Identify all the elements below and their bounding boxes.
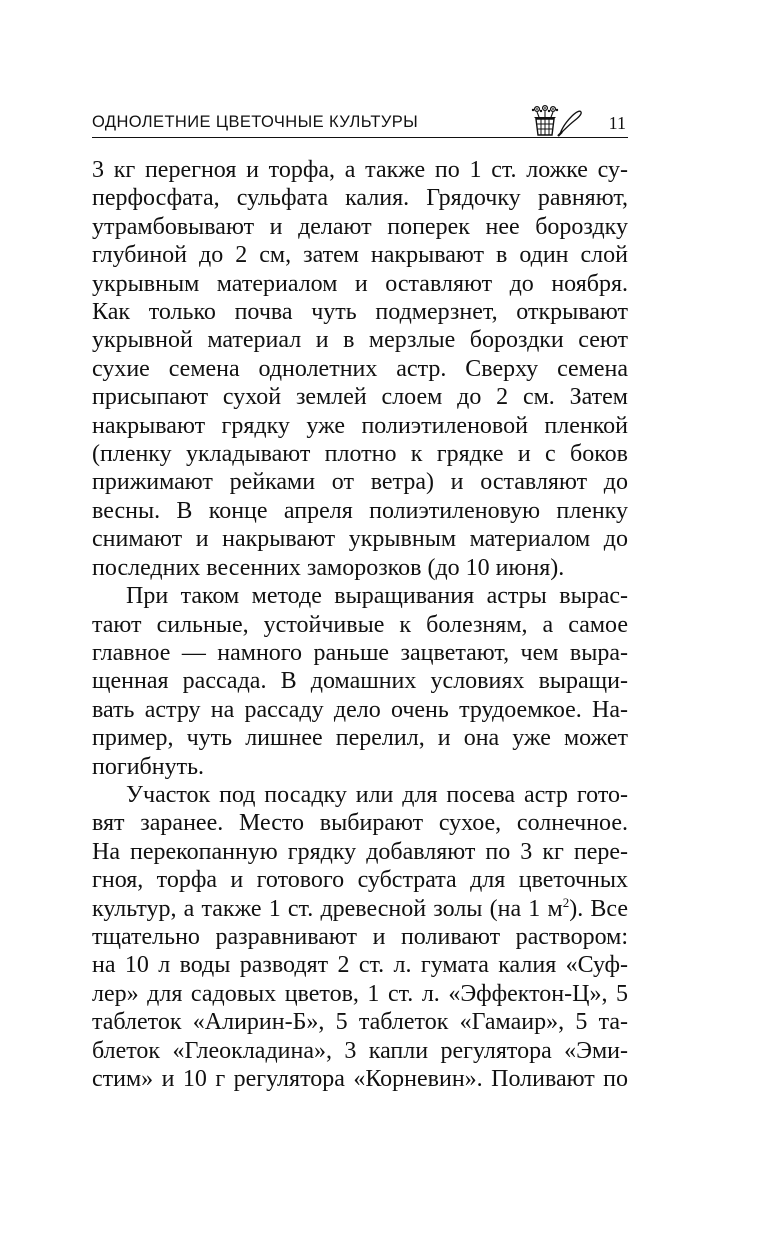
text-line: перфосфата, сульфата калия. Грядочку равняют, xyxy=(92,185,628,212)
running-title: ОДНОЛЕТНИЕ ЦВЕТОЧНЫЕ КУЛЬТУРЫ xyxy=(92,113,419,131)
body-text xyxy=(92,156,628,1093)
text-line: прижимают рейками от ветра) и оставляют до xyxy=(92,469,628,496)
text-line: Как только почва чуть подмерзнет, открывают xyxy=(92,299,628,326)
text-line: щенная рассада. В домашних условиях выращи- xyxy=(92,668,628,695)
text-line: блеток «Глеокладина», 3 капли регулятора «Эми- xyxy=(92,1037,628,1064)
text-line: стим» и 10 г регулятора «Корневин». Поливают по xyxy=(92,1066,628,1092)
paragraph-2 xyxy=(92,582,628,781)
text-line: снимают и накрывают укрывным материалом до xyxy=(92,526,628,553)
superscript: 2 xyxy=(562,894,570,910)
text-line: На перекопанную грядку добавляют по 3 кг пере- xyxy=(92,838,628,865)
text-line: тают сильные, устойчивые к болезням, а самое xyxy=(92,611,628,638)
text-line: последних весенних заморозков (до 10 июня). xyxy=(92,554,565,581)
text-line-with-superscript xyxy=(92,895,628,923)
text-line: (пленку укладывают плотно к грядке и с боков xyxy=(92,441,628,468)
text-line: лер» для садовых цветов, 1 ст. л. «Эффектон-Ц», 5 xyxy=(92,980,628,1007)
text-line: утрамбовывают и делают поперек нее бороздку xyxy=(92,213,628,240)
text-fragment: ). Все xyxy=(569,895,629,922)
text-line: укрывным материалом и оставляют до ноября. xyxy=(92,270,628,297)
header-rule xyxy=(92,137,628,138)
page-number: 11 xyxy=(608,113,626,133)
text-line: Участок под посадку или для посева астр гото- xyxy=(126,781,628,808)
text-line: на 10 л воды разводят 2 ст. л. гумата калия «Суф- xyxy=(92,952,628,979)
text-line: гноя, торфа и готового субстрата для цветочных xyxy=(92,867,628,894)
running-header xyxy=(92,104,628,138)
text-line: вать астру на рассаду дело очень трудоемкое. На- xyxy=(92,696,628,723)
text-line: накрывают грядку уже полиэтиленовой пленкой xyxy=(92,412,628,439)
paragraph-3 xyxy=(92,781,628,1093)
text-line: укрывной материал и в мерзлые бороздки сеют xyxy=(92,327,628,354)
text-line: тщательно разравнивают и поливают раствором: xyxy=(92,923,628,950)
text-line: главное — намного раньше зацветают, чем выра- xyxy=(92,639,628,666)
paragraph-1 xyxy=(92,156,628,582)
flower-pot-trowel-icon xyxy=(524,104,584,138)
text-line: присыпают сухой землей слоем до 2 см. Затем xyxy=(92,384,628,411)
text-line: вят заранее. Место выбирают сухое, солнечное. xyxy=(92,810,628,837)
text-line: глубиной до 2 см, затем накрывают в один слой xyxy=(92,242,628,269)
text-line: 3 кг перегноя и торфа, а также по 1 ст. ложке су- xyxy=(92,157,628,183)
text-line: весны. В конце апреля полиэтиленовую пленку xyxy=(92,497,628,524)
text-line: пример, чуть лишнее перелил, и она уже может xyxy=(92,725,628,752)
text-fragment: культур, а также 1 ст. древесной золы (на 1 м xyxy=(92,895,563,922)
text-line: погибнуть. xyxy=(92,753,205,780)
text-line: сухие семена однолетних астр. Сверху семена xyxy=(92,355,628,382)
text-line: таблеток «Алирин-Б», 5 таблеток «Гамаир», 5 та- xyxy=(92,1009,628,1036)
text-line: При таком методе выращивания астры выраc- xyxy=(126,583,628,610)
